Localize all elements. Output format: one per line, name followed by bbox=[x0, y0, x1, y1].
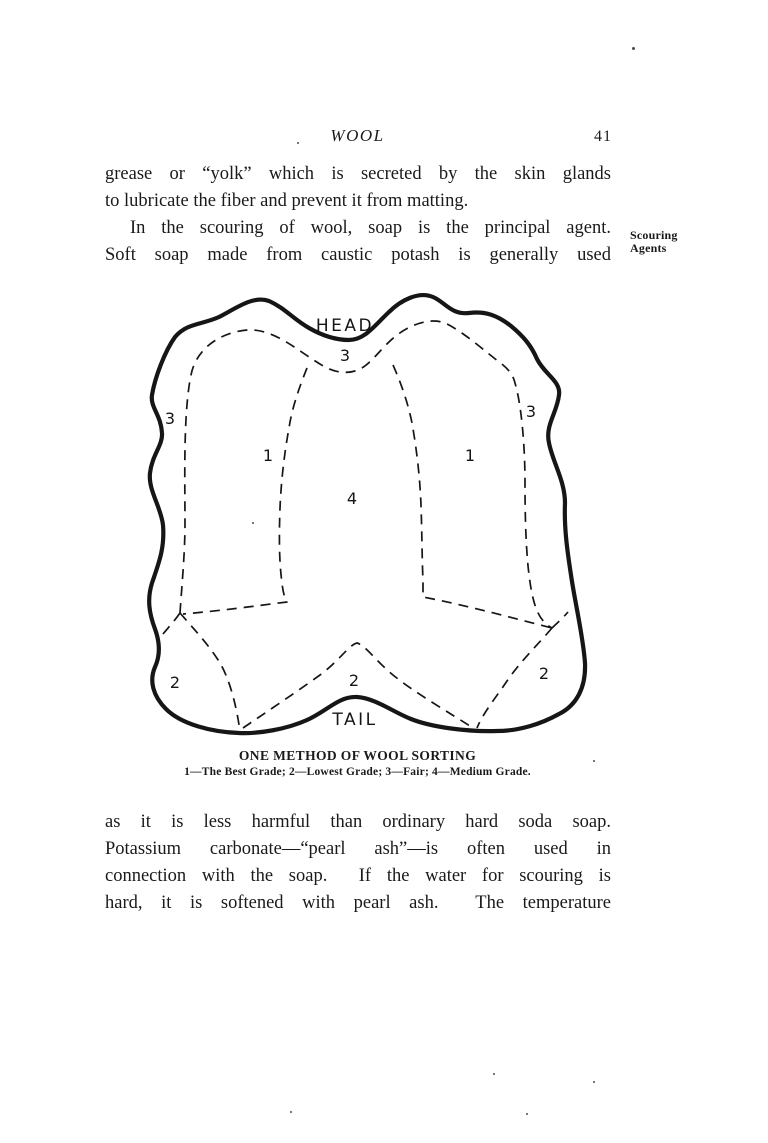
scan-speck bbox=[290, 1111, 292, 1113]
region-3-left-label: 3 bbox=[164, 409, 176, 428]
text-line: Soft soap made from caustic potash is generally used bbox=[105, 245, 611, 265]
scan-speck bbox=[526, 1113, 528, 1115]
region-4-center-label: 4 bbox=[346, 489, 358, 508]
paragraph-scouring bbox=[105, 215, 611, 269]
text-line: connection with the soap. If the water for scouring is bbox=[105, 866, 611, 886]
scan-speck bbox=[252, 522, 254, 524]
text-line: hard, it is softened with pearl ash. The temperature bbox=[105, 893, 611, 913]
head-label: HEAD bbox=[315, 316, 375, 336]
edge-strip-boundary-dashed bbox=[180, 321, 552, 628]
region-2-left-label: 2 bbox=[169, 673, 181, 692]
region-1-left-label: 1 bbox=[262, 446, 274, 465]
figure-legend: 1—The Best Grade; 2—Lowest Grade; 3—Fair; 4—Medium Grade. bbox=[184, 766, 531, 778]
paragraph-grease bbox=[105, 161, 611, 215]
text-line: Potassium carbonate—“pearl ash”—is often used in bbox=[105, 839, 611, 859]
text-line: In the scouring of wool, soap is the principal agent. bbox=[130, 218, 611, 238]
running-head-title: WOOL bbox=[330, 126, 385, 145]
scan-speck bbox=[593, 1081, 595, 1083]
text-line: grease or “yolk” which is secreted by the skin glands bbox=[105, 164, 611, 184]
region-3-top-label: 3 bbox=[339, 346, 351, 365]
page-number: 41 bbox=[594, 128, 612, 145]
region-3-right-label: 3 bbox=[525, 402, 537, 421]
text-line: to lubricate the fiber and prevent it from matting. bbox=[105, 191, 469, 211]
region-2-right-label: 2 bbox=[538, 664, 550, 683]
figure-caption: ONE METHOD OF WOOL SORTING bbox=[238, 748, 477, 763]
scan-speck bbox=[297, 142, 299, 144]
margin-note-scouring-agents bbox=[630, 229, 710, 255]
right-junction-connector-dashed bbox=[552, 612, 568, 628]
region1-left-boundary-dashed bbox=[183, 368, 307, 614]
paragraph-pearl-ash bbox=[105, 809, 611, 917]
fleece-diagram bbox=[135, 283, 595, 743]
region-2-center-label: 2 bbox=[348, 671, 360, 690]
left-junction-connector-dashed bbox=[159, 613, 180, 639]
scan-speck bbox=[593, 760, 595, 762]
region2-left-boundary-dashed bbox=[180, 613, 240, 732]
tail-label: TAIL bbox=[332, 710, 378, 730]
margin-note-line: Scouring bbox=[630, 228, 678, 242]
scan-speck bbox=[493, 1073, 495, 1075]
margin-note-line: Agents bbox=[630, 241, 667, 255]
region-1-right-label: 1 bbox=[464, 446, 476, 465]
fleece-outline bbox=[149, 295, 585, 733]
scan-speck bbox=[632, 47, 635, 50]
wool-sorting-figure bbox=[135, 283, 595, 743]
text-line: as it is less harmful than ordinary hard soda soap. bbox=[105, 812, 611, 832]
